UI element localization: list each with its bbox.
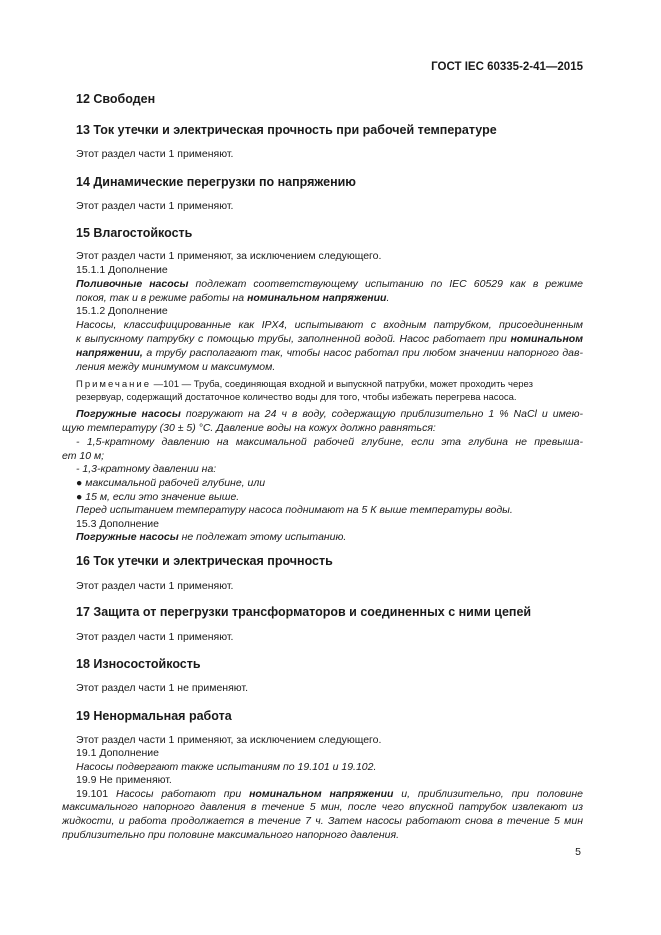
section-13-text: Этот раздел части 1 применяют.: [76, 148, 234, 160]
note-15-line1: Примечание —101 — Труба, соединяющая входной и выпускной патрубки, может проходить через: [76, 379, 533, 390]
para-15-3: Погружные насосы не подлежат этому испытанию.: [76, 531, 347, 543]
para-15-submersible-line2: щую температуру (30 ± 5) °С. Давление воды на кожух должно равняться:: [62, 422, 436, 434]
section-16-text: Этот раздел части 1 применяют.: [76, 580, 234, 592]
para-15-temperature: Перед испытанием температуру насоса поднимают на 5 К выше температуры воды.: [76, 504, 513, 516]
para-19-1: Насосы подвергают также испытаниям по 19.101 и 19.102.: [76, 761, 377, 773]
clause-15-1-2: 15.1.2 Дополнение: [76, 305, 168, 317]
para-15-1-1-line2: покоя, так и в режиме работы на номинальном напряжении.: [76, 292, 390, 304]
section-17-text: Этот раздел части 1 применяют.: [76, 631, 234, 643]
section-18-text: Этот раздел части 1 не применяют.: [76, 682, 248, 694]
page-number: 5: [575, 846, 581, 858]
standard-header: ГОСТ IEC 60335-2-41—2015: [431, 61, 583, 73]
para-15-1-2-line1: Насосы, классифицированные как IPX4, испытывают с входным патрубком, присоединенным: [76, 319, 583, 331]
section-16-heading: 16 Ток утечки и электрическая прочность: [76, 554, 333, 568]
para-19-101-line4: приблизительно при половине максимального напорного давления.: [62, 829, 400, 841]
para-15-1-2-line2: к выпускному патрубку с помощью трубы, заполненной водой. Насос работает при номинальном: [76, 333, 583, 345]
list-item-2: - 1,3-кратному давлении на:: [76, 463, 217, 475]
para-15-1-2-line4: ления между минимумом и максимумом.: [76, 361, 276, 373]
section-19-heading: 19 Ненормальная работа: [76, 709, 232, 723]
section-14-text: Этот раздел части 1 применяют.: [76, 200, 234, 212]
section-19-intro: Этот раздел части 1 применяют, за исключением следующего.: [76, 734, 382, 746]
section-13-heading: 13 Ток утечки и электрическая прочность при рабочей температуре: [76, 123, 497, 137]
para-19-101-line3: жидкости, и работа продолжается в течение 7 ч. Затем насосы работают снова в течение 5 мин: [62, 815, 583, 827]
note-15-line2: резервуар, содержащий достаточное количество воды для того, чтобы избежать перегрева насоса.: [76, 392, 517, 403]
clause-19-9: 19.9 Не применяют.: [76, 774, 172, 786]
para-15-1-1-line1: Поливочные насосы подлежат соответствующему испытанию по IEC 60529 как в режиме: [76, 278, 583, 290]
section-12-heading: 12 Свободен: [76, 92, 156, 106]
para-15-1-2-line3: напряжении, а трубу располагают так, чтобы насос работал при любом значении напорного дав-: [76, 347, 583, 359]
list-subitem-1: ● максимальной рабочей глубине, или: [76, 477, 266, 489]
section-18-heading: 18 Износостойкость: [76, 657, 201, 671]
section-17-heading: 17 Защита от перегрузки трансформаторов и соединенных с ними цепей: [76, 605, 532, 619]
para-19-101-line1: 19.101 Насосы работают при номинальном напряжении и, приблизительно, при половине: [76, 788, 583, 800]
section-15-intro: Этот раздел части 1 применяют, за исключением следующего.: [76, 250, 382, 262]
para-19-101-line2: максимального напорного давления в течение 5 мин, после чего впускной патрубок извлекают из: [62, 801, 583, 813]
clause-15-1-1: 15.1.1 Дополнение: [76, 264, 168, 276]
list-item-1-line2: ет 10 м;: [62, 450, 105, 462]
clause-15-3: 15.3 Дополнение: [76, 518, 159, 530]
section-14-heading: 14 Динамические перегрузки по напряжению: [76, 175, 356, 189]
section-15-heading: 15 Влагостойкость: [76, 226, 193, 240]
list-subitem-2: ● 15 м, если это значение выше.: [76, 491, 240, 503]
list-item-1-line1: - 1,5-кратному давлению на максимальной рабочей глубине, если эта глубина не превыша-: [76, 436, 583, 448]
para-15-submersible-line1: Погружные насосы погружают на 24 ч в воду, содержащую приблизительно 1 % NaCl и имею-: [76, 408, 584, 420]
clause-19-1: 19.1 Дополнение: [76, 747, 159, 759]
